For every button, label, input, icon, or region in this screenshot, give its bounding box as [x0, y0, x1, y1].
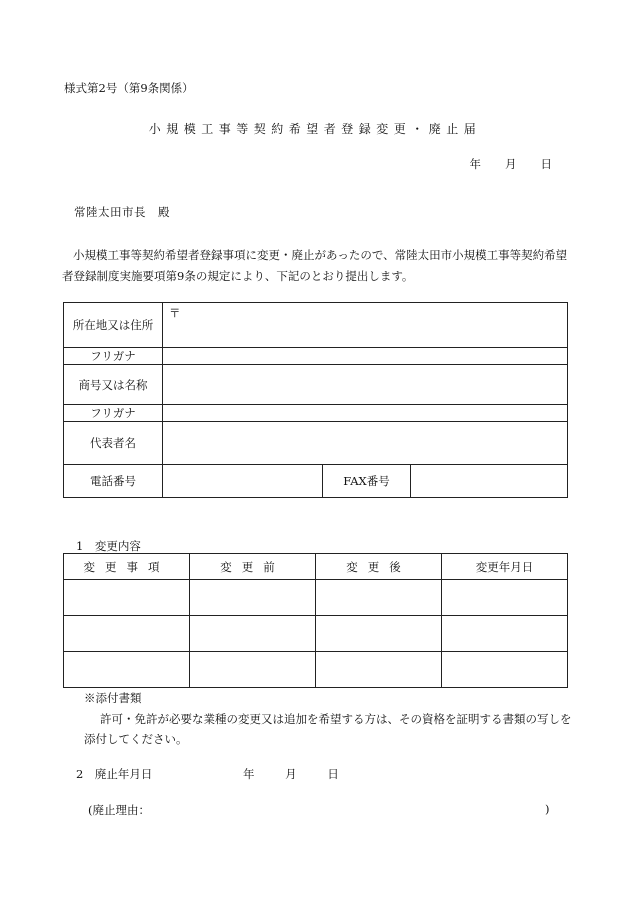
col-change-item: 変更事項 — [64, 554, 190, 580]
fax-label: FAX番号 — [323, 465, 411, 498]
phone-label: 電話番号 — [64, 465, 163, 498]
representative-furigana-field[interactable] — [163, 405, 568, 422]
abolition-reason-close: ) — [545, 802, 550, 816]
representative-label: 代表者名 — [64, 422, 163, 465]
intro-text: 小規模工事等契約希望者登録事項に変更・廃止があったので、常陸太田市小規模工事等契約希望者登録制度実施要項第9条の規定により、下記のとおり提出します。 — [62, 248, 568, 283]
company-name-field[interactable] — [163, 365, 568, 405]
abolition-reason-label: (廃止理由： — [88, 803, 150, 817]
col-change-date: 変更年月日 — [442, 554, 568, 580]
fax-field[interactable] — [411, 465, 568, 498]
after-cell[interactable] — [316, 580, 442, 616]
change-item-cell[interactable] — [64, 580, 190, 616]
abolition-day: 日 — [327, 767, 339, 781]
representative-field[interactable] — [163, 422, 568, 465]
form-number: 様式第2号（第9条関係） — [64, 81, 194, 95]
furigana-label-representative: フリガナ — [64, 405, 163, 422]
applicant-table — [63, 302, 568, 498]
address-field[interactable] — [163, 303, 568, 348]
before-cell[interactable] — [190, 652, 316, 688]
address-label: 所在地又は住所 — [64, 303, 163, 348]
change-date-cell[interactable] — [442, 652, 568, 688]
table-row — [64, 580, 568, 616]
change-date-cell[interactable] — [442, 616, 568, 652]
col-before: 変更前 — [190, 554, 316, 580]
company-label: 商号又は名称 — [64, 365, 163, 405]
before-cell[interactable] — [190, 616, 316, 652]
abolition-year: 年 — [243, 767, 255, 781]
date-year: 年 — [469, 157, 481, 171]
after-cell[interactable] — [316, 616, 442, 652]
change-item-cell[interactable] — [64, 652, 190, 688]
page-title: 小規模工事等契約希望者登録変更・廃止届 — [148, 122, 482, 136]
after-cell[interactable] — [316, 652, 442, 688]
table-row — [64, 616, 568, 652]
abolition-date[interactable] — [243, 766, 339, 782]
col-after: 変更後 — [316, 554, 442, 580]
change-date-cell[interactable] — [442, 580, 568, 616]
attachment-body: 許可・免許が必要な業種の変更又は追加を希望する方は、その資格を証明する書類の写しを添付してください。 — [84, 712, 572, 746]
change-item-cell[interactable] — [64, 616, 190, 652]
date-month: 月 — [505, 157, 517, 171]
phone-field[interactable] — [163, 465, 323, 498]
company-furigana-field[interactable] — [163, 348, 568, 365]
table-row — [64, 652, 568, 688]
abolition-date-label: 2 廃止年月日 — [76, 767, 153, 781]
submission-date — [470, 156, 553, 172]
postal-mark: 〒 — [169, 306, 181, 320]
addressee: 常陸太田市長 殿 — [74, 205, 170, 219]
furigana-label-company: フリガナ — [64, 348, 163, 365]
attachment-title: ※添付書類 — [84, 691, 142, 705]
abolition-month: 月 — [285, 767, 297, 781]
before-cell[interactable] — [190, 580, 316, 616]
date-day: 日 — [540, 157, 552, 171]
changes-section-label: 1 変更内容 — [76, 539, 141, 553]
changes-table — [63, 553, 568, 688]
